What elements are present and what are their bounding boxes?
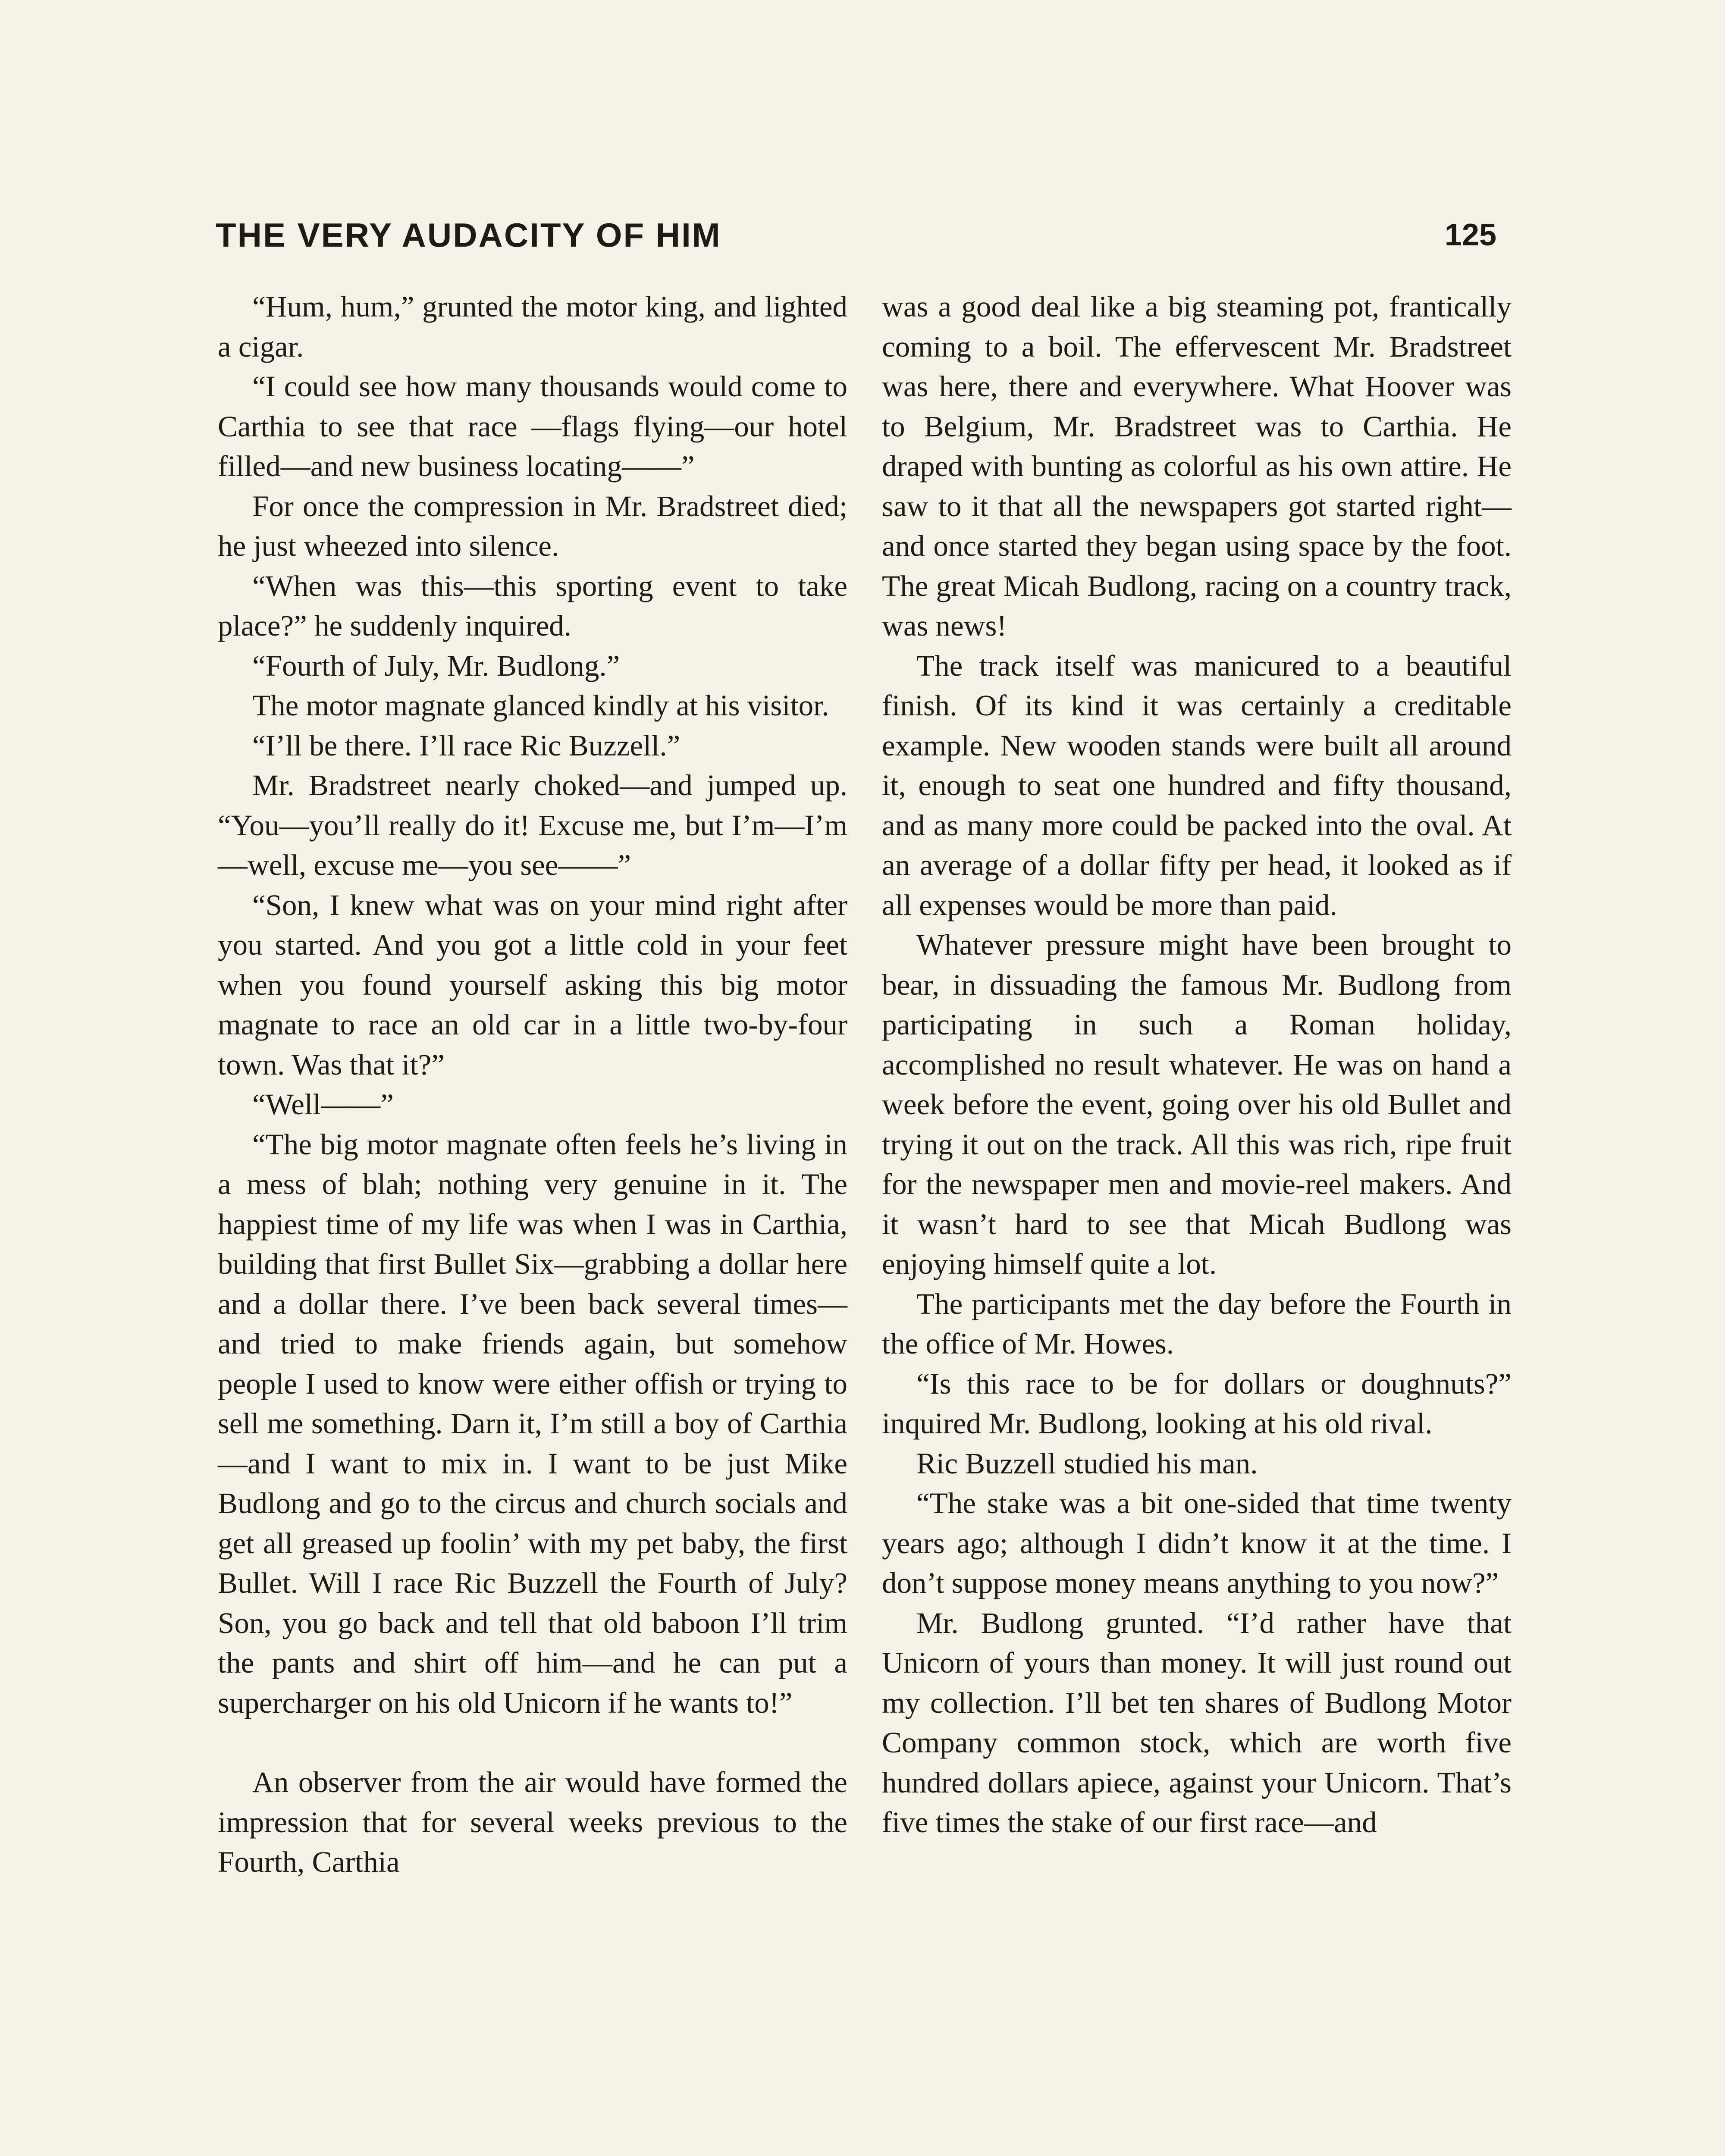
paragraph: “Hum, hum,” grunted the motor king, and lighted a cigar.: [218, 290, 847, 363]
paragraph: An observer from the air would have formed the impression that for several weeks previous to the Fourth, Carthia: [218, 1766, 847, 1878]
paragraph: “Is this race to be for dollars or doughnuts?” inquired Mr. Budlong, looking at his old rival.: [882, 1367, 1512, 1440]
paragraph: For once the compression in Mr. Bradstreet died; he just wheezed into silence.: [218, 489, 847, 562]
paragraph: was a good deal like a big steaming pot, frantically coming to a boil. The effervescent Mr. Bradstreet was here, there and everywhere. What Hoover was to Belgium, Mr. Bradstreet was to Carthia. He draped with bunting as colorful as his own attire. He saw to it that all the newspapers got started right—and once started they began using space by the foot. The great Micah Budlong, racing on a country track, was news!: [882, 290, 1512, 642]
paragraph: Ric Buzzell studied his man.: [916, 1447, 1258, 1480]
right-column: [882, 287, 1512, 1843]
page-header: [216, 213, 1496, 261]
paragraph: “I could see how many thousands would come to Carthia to see that race —flags flying—our hotel filled—and new business locating——”: [218, 370, 847, 483]
running-title: THE VERY AUDACITY OF HIM: [216, 216, 721, 254]
page-number: 125: [1444, 218, 1496, 252]
paragraph: “Well——”: [252, 1088, 394, 1121]
paragraph: “Son, I knew what was on your mind right after you started. And you got a little cold in your feet when you found yourself asking this big motor magnate to race an old car in a little two-by-four town. Was that it?”: [218, 888, 847, 1081]
paragraph: The participants met the day before the Fourth in the office of Mr. Howes.: [882, 1287, 1512, 1360]
paragraph: The motor magnate glanced kindly at his visitor.: [252, 689, 829, 722]
paragraph: Mr. Budlong grunted. “I’d rather have that Unicorn of yours than money. It will just round out my collection. I’ll bet ten shares of Budlong Motor Company common stock, which are worth five hundred dollars apiece, against your Unicorn. That’s five times the stake of our first race—and: [882, 1606, 1512, 1839]
paragraph: The track itself was manicured to a beautiful finish. Of its kind it was certainly a creditable example. New wooden stands were built all around it, enough to seat one hundred and fifty thousand, and as many more could be packed into the oval. At an average of a dollar fifty per head, it looked as if all expenses would be more than paid.: [882, 649, 1512, 921]
paragraph: “Fourth of July, Mr. Budlong.”: [252, 649, 620, 682]
paragraph: “The big motor magnate often feels he’s living in a mess of blah; nothing very genuine in it. The happiest time of my life was when I was in Carthia, building that first Bullet Six—grabbing a dollar here and a dollar there. I’ve been back several times—and tried to make friends again, but somehow people I used to know were either offish or trying to sell me something. Darn it, I’m still a boy of Carthia—and I want to mix in. I want to be just Mike Budlong and go to the circus and church socials and get all greased up foolin’ with my pet baby, the first Bullet. Will I race Ric Buzzell the Fourth of July? Son, you go back and tell that old baboon I’ll trim the pants and shirt off him—and he can put a supercharger on his old Unicorn if he wants to!”: [218, 1128, 847, 1719]
left-column: [218, 287, 847, 1882]
paragraph: “The stake was a bit one-sided that time twenty years ago; although I didn’t know it at the time. I don’t suppose money means anything to you now?”: [882, 1487, 1512, 1599]
paragraph: Whatever pressure might have been brought to bear, in dissuading the famous Mr. Budlong from participating in such a Roman holiday, accomplished no result whatever. He was on hand a week before the event, going over his old Bullet and trying it out on the track. All this was rich, ripe fruit for the newspaper men and movie-reel makers. And it wasn’t hard to see that Micah Budlong was enjoying himself quite a lot.: [882, 928, 1512, 1280]
paragraph: “When was this—this sporting event to take place?” he suddenly inquired.: [218, 569, 847, 642]
paragraph: “I’ll be there. I’ll race Ric Buzzell.”: [252, 729, 681, 762]
paragraph: Mr. Bradstreet nearly choked—and jumped up. “You—you’ll really do it! Excuse me, but I’m—I’m—well, excuse me—you see——”: [218, 769, 847, 881]
